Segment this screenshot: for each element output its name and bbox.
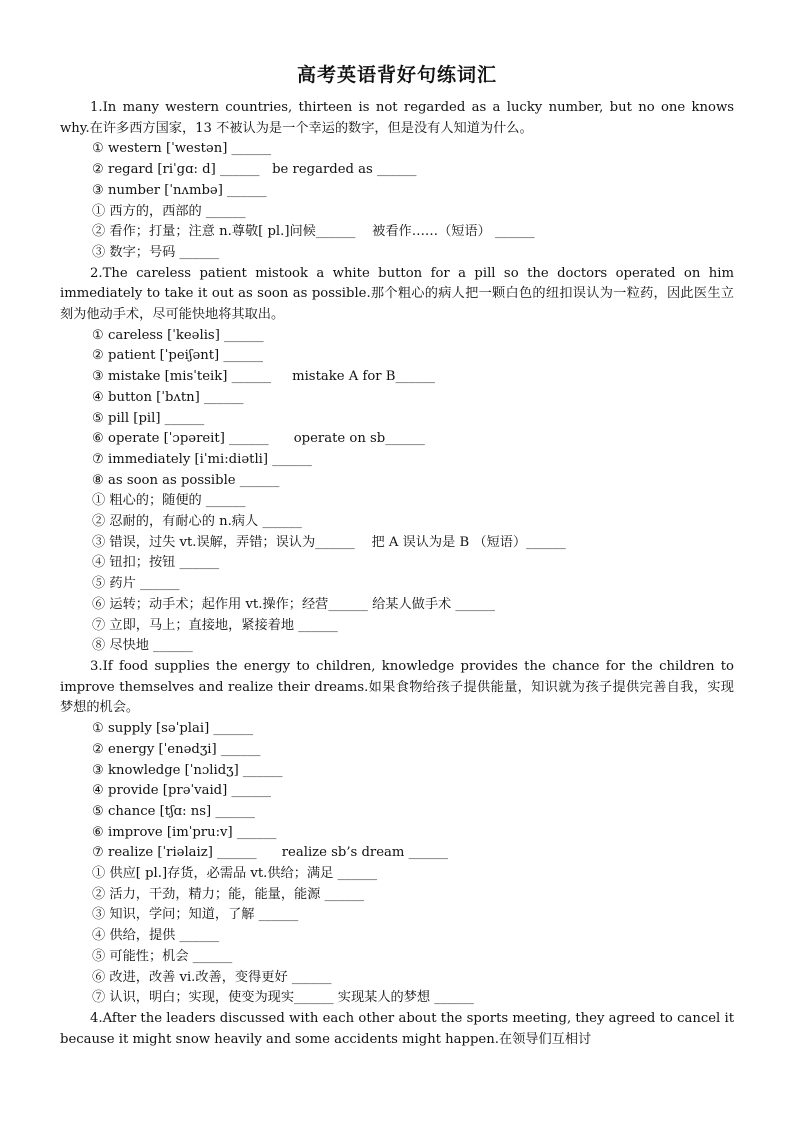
sentence-3: 3.If food supplies the energy to children, knowledge provides the chance for the children to improve themselves and realize their dreams.如果食物给孩子提供能量，知识就为孩子提供完善自我，实现梦想的机会。	[60, 658, 734, 716]
vocab-item: ① 西方的，西部的 ______	[92, 203, 246, 219]
sentence-2: 2.The careless patient mistook a white button for a pill so the doctors operated on him immediately to take it out as soon as possible.那个粗心的病人把一颗白色的纽扣误认为一粒药，因此医生立刻为他动手术，尽可能快地将其取出。	[60, 265, 734, 323]
vocab-item: ⑦ realize [ˈriəlaiz] ______ realize sb’s dream ______	[92, 845, 449, 861]
vocab-item: ⑤ chance [tʃɑ: ns] ______	[92, 803, 255, 819]
sentence-1: 1.In many western countries, thirteen is not regarded as a lucky number, but no one knows why.在许多西方国家，13 不被认为是一个幸运的数字，但是没有人知道为什么。	[60, 100, 734, 136]
vocab-item: ⑤ 可能性；机会 ______	[92, 948, 233, 964]
document-page	[60, 62, 734, 1050]
vocab-item: ③ knowledge [ˈnɔlidʒ] ______	[92, 762, 283, 778]
vocab-item: ④ 供给，提供 ______	[92, 928, 220, 944]
section-3	[60, 657, 734, 1009]
vocab-item: ⑥ operate [ˈɔpəreit] ______ operate on sb______	[92, 431, 425, 447]
vocab-item: ⑤ pill [pil] ______	[92, 410, 205, 426]
vocab-item: ① supply [səˈplai] ______	[92, 721, 253, 737]
vocab-item: ① careless [ˈkeəlis] ______	[92, 327, 264, 343]
vocab-item: ② 活力，干劲，精力；能，能量，能源 ______	[92, 886, 365, 902]
section-2	[60, 264, 734, 657]
sentence-4: 4.After the leaders discussed with each other about the sports meeting, they agreed to cancel it because it might snow heavily and some accidents might happen.在领导们互相讨	[60, 1010, 734, 1047]
vocab-item: ② patient [ˈpeiʃənt] ______	[92, 348, 263, 364]
vocab-item: ⑦ 立即，马上；直接地，紧接着地 ______	[92, 617, 338, 633]
vocab-item: ⑦ 认识，明白；实现，使变为现实______ 实现某人的梦想 ______	[92, 990, 474, 1006]
vocab-item: ① 粗心的；随便的 ______	[92, 493, 246, 509]
vocab-item: ③ number [ˈnʌmbə] ______	[92, 182, 267, 198]
vocab-item: ④ button [ˈbʌtn] ______	[92, 389, 244, 405]
vocab-item: ② regard [riˈgɑ: d] ______ be regarded as ______	[92, 162, 417, 178]
vocab-item: ④ provide [prəˈvaid] ______	[92, 783, 271, 799]
vocab-item: ⑤ 药片 ______	[92, 576, 180, 592]
vocab-item: ② 看作；打量；注意 n.尊敬[ pl.]问候______ 被看作……（短语） ______	[92, 224, 535, 240]
section-4	[60, 1009, 734, 1050]
vocab-item: ⑥ 改进，改善 vi.改善，变得更好 ______	[92, 969, 332, 985]
vocab-item: ① 供应[ pl.]存货，必需品 vt.供给；满足 ______	[92, 866, 378, 882]
vocab-item: ⑥ 运转；动手术；起作用 vt.操作；经营______ 给某人做手术 ______	[92, 596, 495, 612]
vocab-item: ⑥ improve [imˈpru:v] ______	[92, 824, 277, 840]
page-title: 高考英语背好句练词汇	[296, 64, 497, 86]
vocab-item: ③ 知识，学问；知道，了解 ______	[92, 907, 299, 923]
vocab-item: ① western [ˈwestən] ______	[92, 141, 272, 157]
vocab-item: ③ 错误，过失 vt.误解，弄错；误认为______ 把 A 误认为是 B （短语）______	[92, 534, 566, 550]
vocab-item: ④ 钮扣；按钮 ______	[92, 555, 220, 571]
vocab-item: ⑦ immediately [iˈmi:diətli] ______	[92, 451, 312, 467]
vocab-item: ② 忍耐的，有耐心的 n.病人 ______	[92, 514, 302, 530]
vocab-item: ⑧ 尽快地 ______	[92, 638, 193, 654]
vocab-item: ③ 数字；号码 ______	[92, 244, 220, 260]
vocab-item: ③ mistake [misˈteik] ______ mistake A for B______	[92, 369, 436, 385]
vocab-item: ⑧ as soon as possible ______	[92, 472, 280, 488]
section-1	[60, 98, 734, 264]
vocab-item: ② energy [ˈenədʒi] ______	[92, 741, 261, 757]
